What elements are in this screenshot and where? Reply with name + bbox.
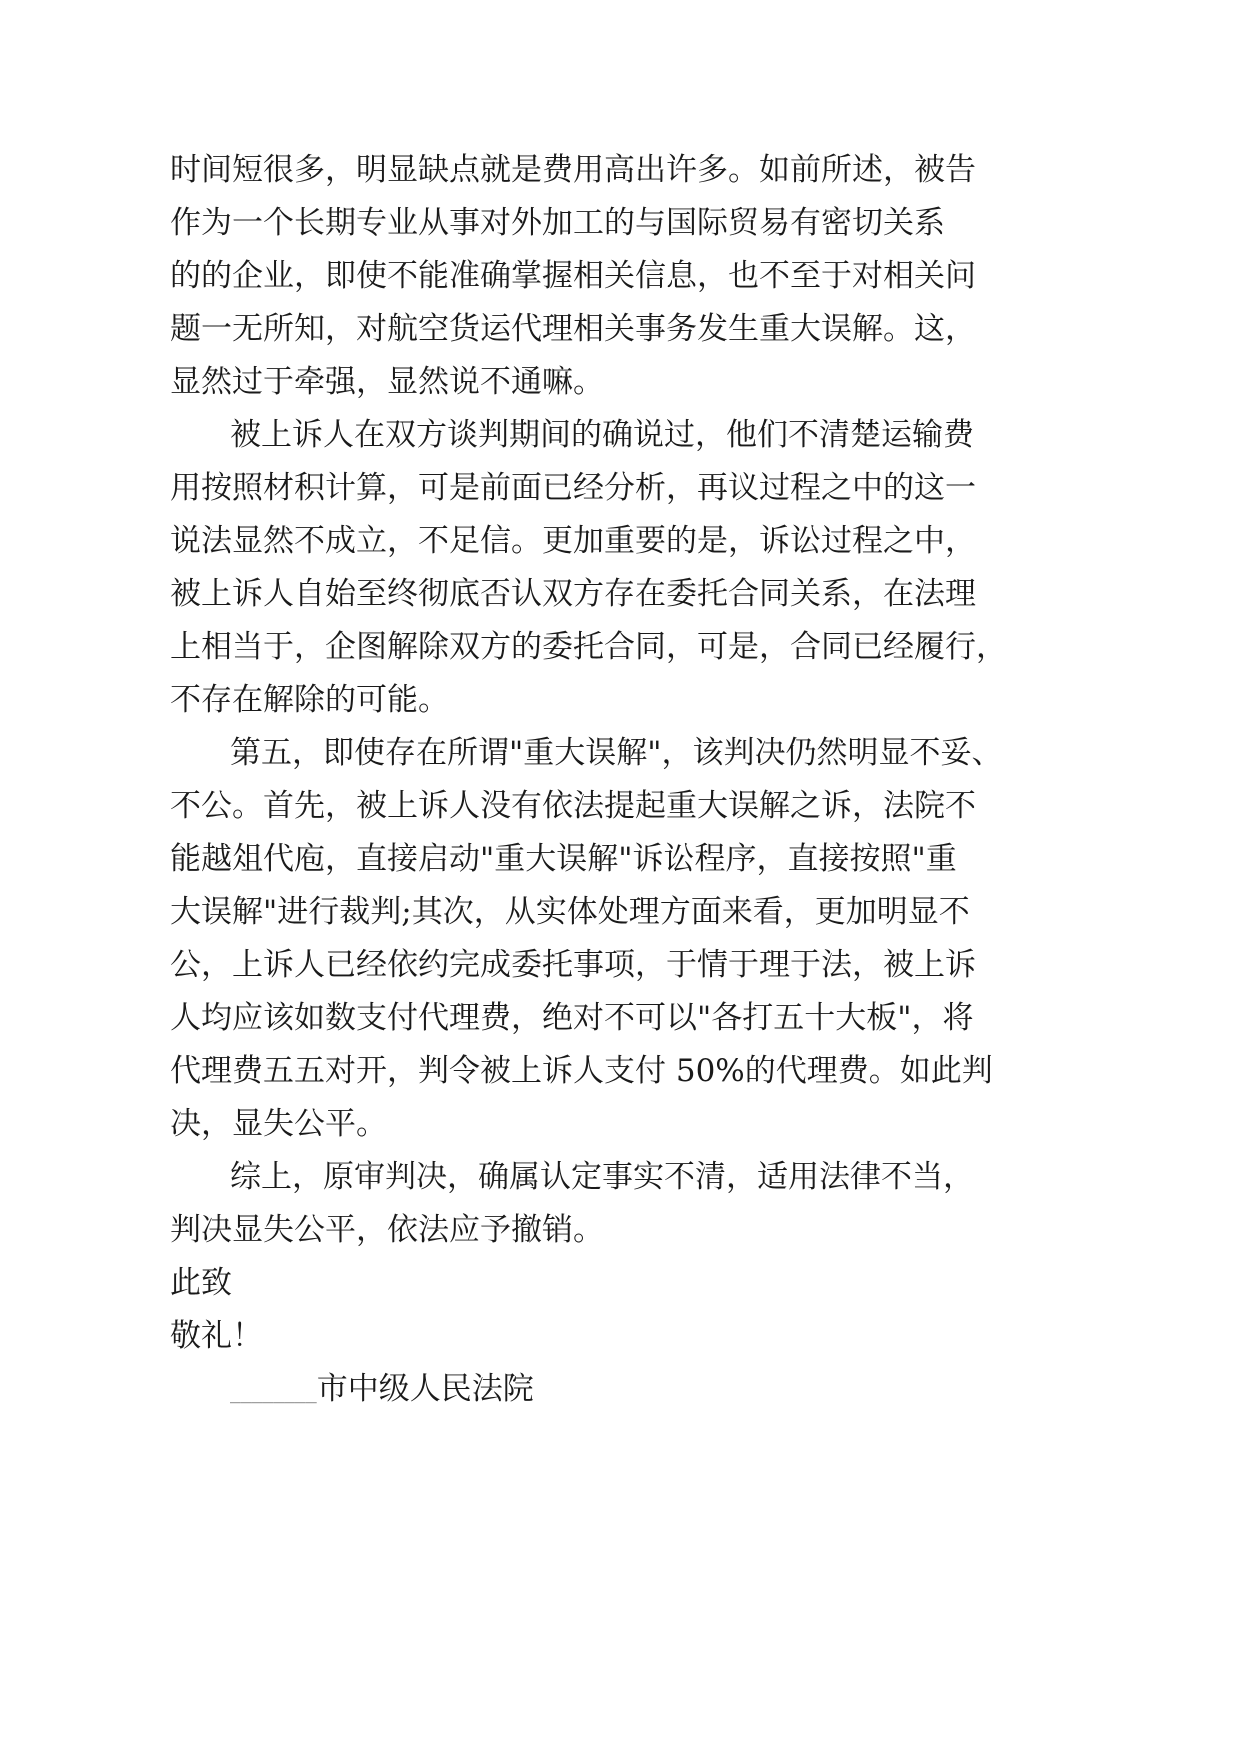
text-line: 作为一个长期专业从事对外加工的与国际贸易有密切关系 (170, 205, 945, 241)
text-line: 不公。首先，被上诉人没有依法提起重大误解之诉，法院不 (170, 788, 976, 824)
text-line: 用按照材积计算，可是前面已经分析，再议过程之中的这一 (170, 470, 976, 506)
text-line: 的的企业，即使不能准确掌握相关信息，也不至于对相关问 (170, 258, 976, 294)
closing-salutation: 此致 (170, 1265, 232, 1301)
text-line: 题一无所知，对航空货运代理相关事务发生重大误解。这， (170, 311, 976, 347)
text-line: 显然过于牵强，显然说不通嘛。 (170, 364, 604, 400)
text-line: 代理费五五对开，判令被上诉人支付 50%的代理费。如此判 (170, 1053, 993, 1089)
text-line: 大误解"进行裁判;其次，从实体处理方面来看，更加明显不 (170, 894, 970, 930)
court-name: 市中级人民法院 (316, 1371, 534, 1407)
text-line: 不存在解除的可能。 (170, 682, 449, 718)
closing-regards: 敬礼！ (170, 1318, 263, 1354)
paragraph-start-line: 综上，原审判决，确属认定事实不清，适用法律不当， (230, 1159, 974, 1195)
paragraph-start-line: 被上诉人在双方谈判期间的确说过，他们不清楚运输费 (230, 417, 974, 453)
text-line: 决，显失公平。 (170, 1106, 387, 1142)
court-blank: ________ (230, 1383, 317, 1404)
text-line: 人均应该如数支付代理费，绝对不可以"各打五十大板"，将 (170, 1000, 974, 1036)
text-line: 能越俎代庖，直接启动"重大误解"诉讼程序，直接按照"重 (170, 841, 957, 877)
text-line: 时间短很多，明显缺点就是费用高出许多。如前所述，被告 (170, 152, 976, 188)
addressee-line (230, 1369, 1241, 1409)
text-line: 判决显失公平，依法应予撤销。 (170, 1212, 604, 1248)
text-line: 被上诉人自始至终彻底否认双方存在委托合同关系，在法理 (170, 576, 976, 612)
paragraph-start-line: 第五，即使存在所谓"重大误解"，该判决仍然明显不妥、 (230, 735, 1003, 771)
text-line: 说法显然不成立，不足信。更加重要的是，诉讼过程之中， (170, 523, 976, 559)
text-line: 上相当于，企图解除双方的委托合同，可是，合同已经履行， (170, 629, 1007, 665)
text-line: 公，上诉人已经依约完成委托事项，于情于理于法，被上诉 (170, 947, 976, 983)
